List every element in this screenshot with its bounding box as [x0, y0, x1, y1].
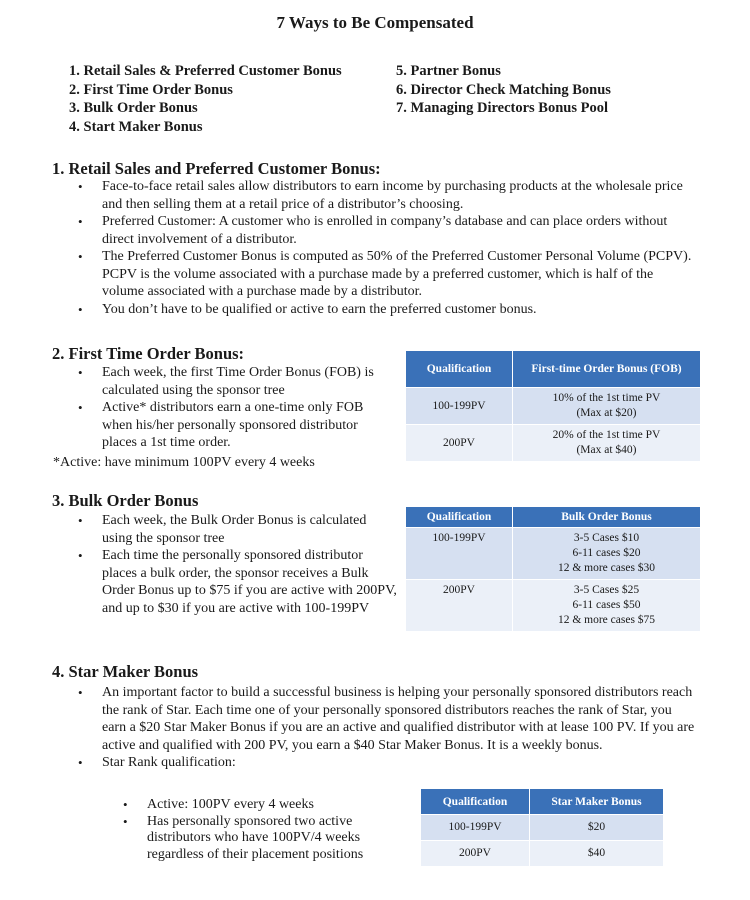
table-cell-qualification: 200PV [406, 425, 513, 462]
toc-right-column [396, 62, 611, 118]
table-cell-qualification: 100-199PV [406, 388, 513, 425]
bullet-icon: • [78, 400, 83, 415]
bullet-item [78, 512, 398, 547]
section-2-heading: 2. First Time Order Bonus: [52, 344, 245, 363]
table-header-qualification: Qualification [406, 351, 513, 388]
bonus-line: (Max at $20) [576, 407, 637, 419]
table-cell-bonus [513, 425, 701, 462]
toc-item-7: 7. Managing Directors Bonus Pool [396, 100, 608, 116]
section-1-heading: 1. Retail Sales and Preferred Customer Bonus: [52, 159, 381, 178]
bullet-text: Each week, the first Time Order Bonus (FOB) is calculated using the sponsor tree [102, 365, 374, 398]
bullet-item [78, 684, 698, 754]
sub-bullet-icon: • [123, 813, 128, 829]
sub-bullet-icon: • [123, 797, 128, 812]
table-header-qualification: Qualification [421, 789, 530, 815]
bonus-line: 3-5 Cases $10 [573, 532, 640, 544]
toc-left-column [69, 62, 342, 136]
table-cell-qualification: 100-199PV [406, 528, 513, 580]
bonus-line: 12 & more cases $30 [557, 562, 656, 574]
table-header-row [421, 789, 664, 815]
table-row [406, 388, 701, 425]
table-cell-bonus [513, 580, 701, 632]
bullet-text: An important factor to build a successful business is helping your personally sponsored distributors reach the rank of Star. Each time one of your personally sponsored distributors reaches the rank of Star, you earn a $20 Star Maker Bonus if you are an active and qualified distributor with at lease 100 PV. If you are active and qualified with 200 PV, you earn a $40 Star Maker Bonus. It is a weekly bonus. [102, 685, 695, 753]
bonus-line: 3-5 Cases $25 [573, 584, 640, 596]
bullet-text: Star Rank qualification: [102, 755, 236, 770]
active-footnote: *Active: have minimum 100PV every 4 weeks [53, 455, 315, 470]
bonus-line: 20% of the 1st time PV [552, 429, 661, 441]
bullet-item [78, 547, 398, 617]
bulk-order-table [405, 506, 701, 632]
table-header-row [406, 351, 701, 388]
toc-item-1: 1. Retail Sales & Preferred Customer Bonus [69, 63, 342, 79]
bullet-item [78, 754, 698, 772]
table-row [421, 815, 664, 841]
bullet-text: Active* distributors earn a one-time only FOB when his/her personally sponsored distributor places a 1st time order. [102, 400, 364, 450]
fob-table [405, 350, 701, 462]
table-row [421, 841, 664, 867]
section-3-heading: 3. Bulk Order Bonus [52, 491, 199, 510]
bullet-text: Each week, the Bulk Order Bonus is calculated using the sponsor tree [102, 513, 367, 546]
bullet-icon: • [78, 513, 83, 528]
table-row [406, 580, 701, 632]
table-header-bulk: Bulk Order Bonus [513, 507, 701, 528]
bonus-line: (Max at $40) [576, 444, 637, 456]
page-title: 7 Ways to Be Compensated [276, 13, 474, 32]
star-maker-table [420, 788, 664, 867]
table-header-star: Star Maker Bonus [530, 789, 664, 815]
bullet-icon: • [78, 249, 83, 264]
bullet-text: Face-to-face retail sales allow distributors to earn income by purchasing products at the wholesale price and then selling them at a retail price of a distributor’s choosing. [102, 179, 683, 212]
toc-item-4: 4. Start Maker Bonus [69, 118, 203, 135]
table-cell-bonus: $20 [530, 815, 664, 841]
table-header-qualification: Qualification [406, 507, 513, 528]
bullet-item [78, 364, 393, 399]
sub-bullet-text: Has personally sponsored two active distributors who have 100PV/4 weeks regardless of their placement positions [147, 813, 364, 862]
sub-bullet-item [123, 797, 403, 814]
bonus-line: 6-11 cases $20 [572, 547, 641, 559]
bullet-icon: • [78, 685, 83, 700]
bullet-item [78, 399, 393, 452]
table-header-fob: First-time Order Bonus (FOB) [513, 351, 701, 388]
bonus-line: 10% of the 1st time PV [552, 392, 661, 404]
bullet-icon: • [78, 214, 83, 229]
section-2-bullets [78, 364, 393, 452]
table-cell-qualification: 200PV [421, 841, 530, 867]
sub-bullet-item [123, 814, 403, 864]
star-rank-sub-bullets [123, 797, 403, 863]
bullet-icon: • [78, 365, 83, 380]
bullet-icon: • [78, 548, 83, 563]
table-cell-qualification: 200PV [406, 580, 513, 632]
section-4-bullets [78, 684, 698, 772]
bullet-item [78, 248, 698, 301]
bullet-item [78, 178, 698, 213]
bullet-text: Each time the personally sponsored distributor places a bulk order, the sponsor receives a Bulk Order Bonus up to $75 if you are active with 200PV, and up to $30 if you are active with 100-199PV [102, 548, 397, 616]
bullet-icon: • [78, 755, 83, 770]
table-row [406, 528, 701, 580]
bullet-item [78, 301, 698, 319]
table-header-row [406, 507, 701, 528]
bullet-item [78, 213, 698, 248]
section-1-bullets [78, 178, 698, 318]
toc-item-3: 3. Bulk Order Bonus [69, 100, 198, 116]
bonus-line: 6-11 cases $50 [572, 599, 641, 611]
bullet-icon: • [78, 179, 83, 194]
table-cell-qualification: 100-199PV [421, 815, 530, 841]
bonus-line: 12 & more cases $75 [557, 614, 656, 626]
toc-item-2: 2. First Time Order Bonus [69, 81, 233, 98]
bullet-text: Preferred Customer: A customer who is enrolled in company’s database and can place orders without direct involvement of a distributor. [102, 214, 668, 247]
bullet-icon: • [78, 301, 83, 317]
bullet-text: The Preferred Customer Bonus is computed as 50% of the Preferred Customer Personal Volume (PCPV). PCPV is the volume associated with a purchase made by a preferred customer, which is half of the volume associated with a purchase made by a distributor. [102, 249, 692, 299]
toc-item-5: 5. Partner Bonus [396, 63, 501, 79]
bullet-text: You don’t have to be qualified or active to earn the preferred customer bonus. [102, 301, 537, 317]
section-3-bullets [78, 512, 398, 617]
sub-bullet-text: Active: 100PV every 4 weeks [147, 797, 314, 812]
table-cell-bonus [513, 388, 701, 425]
table-cell-bonus [513, 528, 701, 580]
table-row [406, 425, 701, 462]
table-cell-bonus: $40 [530, 841, 664, 867]
section-4-heading: 4. Star Maker Bonus [52, 662, 199, 681]
toc-item-6: 6. Director Check Matching Bonus [396, 81, 611, 98]
